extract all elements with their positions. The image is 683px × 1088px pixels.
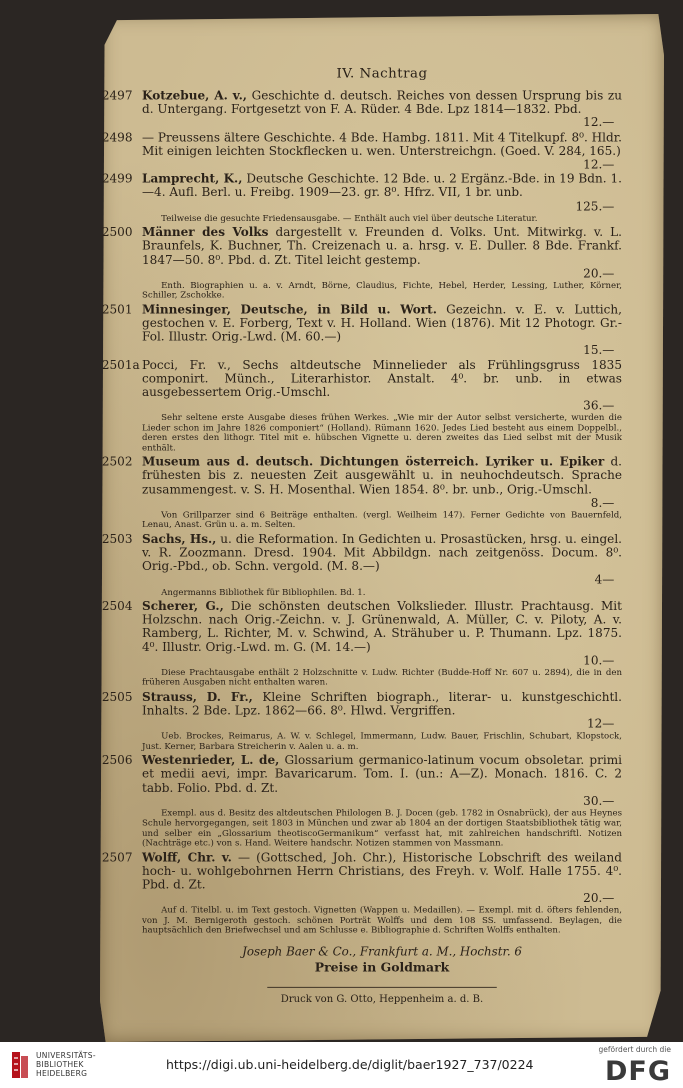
entry-price: 15.— (583, 342, 615, 358)
entry-body (101, 689, 622, 731)
entry-note: Angermanns Bibliothek für Bibliophilen. Bd. 1. (161, 587, 366, 598)
entry-text: Kleine Schriften biograph., literar- u. kunstgeschichtl. Inhalts. 2 Bde. Lpz. 1862—66. 8⁰. Hlwd. Vergriffen. (142, 689, 622, 718)
entry-body (101, 531, 622, 587)
catalog-entry (101, 87, 623, 130)
entry-author: Museum aus d. deutsch. Dichtungen österreich. Lyriker u. Epiker (142, 454, 605, 469)
logo-line: BIBLIOTHEK (36, 1060, 84, 1069)
entry-text: Geschichte d. deutsch. Reiches von dessen Ursprung bis zu d. Untergang. Fortgesetzt von F. A. Rüder. 4 Bde. Lpz 1814—1832. Pbd. (142, 87, 623, 116)
entry-number: 2499 (101, 171, 133, 186)
entry-body (101, 224, 622, 281)
entry-note: Diese Prachtausgabe enthält 2 Holzschnitte v. Ludw. Richter (Budde-Hoff Nr. 607 u. 2894), die in den früheren Ausgaben nicht enthalten waren. (142, 668, 622, 688)
entry-note: Ueb. Brockes, Reimarus, A. W. v. Schlegel, Immermann, Ludw. Bauer, Frischlin, Schubart, Klopstock, Just. Kerner, Barbara Streicherin v. Aalen u. a. m. (142, 731, 622, 752)
entry-number: 2501 (101, 302, 133, 317)
entry-price: 36.— (583, 398, 615, 413)
entry-body (101, 171, 622, 213)
entry-price: 8.— (590, 495, 615, 510)
logo-line: UNIVERSITÄTS- (36, 1051, 96, 1060)
entry-body (101, 598, 622, 668)
entry-number: 2500 (101, 224, 133, 240)
publisher-line: Joseph Baer & Co., Frankfurt a. M., Hochstr. 6 (242, 943, 522, 958)
entry-text: Pocci, Fr. v., Sechs altdeutsche Minnelieder als Frühlingsgruss 1835 componirt. Münch., Literarhistor. Anstalt. 4⁰. br. unb. in etwas ausgebessertem Orig.-Umschl. (142, 357, 622, 399)
dfg-logo: DFG (604, 1056, 671, 1087)
entry-body (101, 129, 622, 172)
entry-number: 2505 (101, 689, 133, 704)
entry-text: dargestellt v. Freunden d. Volks. Unt. Mitwirkg. v. L. Braunfels, K. Buchner, Th. Creizenach u. a. hrsg. v. E. Duller. 8 Bde. Frankf. 1847—50. 8⁰. Pbd. d. Zt. Titel leicht gestemp. (142, 224, 622, 267)
entry-number: 2498 (101, 129, 133, 145)
catalog-entry (101, 224, 622, 301)
funder-note: gefördert durch die (598, 1045, 671, 1054)
catalog-entry (101, 454, 622, 531)
entry-author: Männer des Volks (142, 224, 269, 240)
entry-body (101, 752, 622, 808)
permalink-url[interactable]: https://digi.ub.uni-heidelberg.de/diglit/baer1927_737/0224 (166, 1057, 534, 1072)
entry-author: Kotzebue, A. v., (142, 87, 247, 103)
printer-line: Druck von G. Otto, Heppenheim a. d. B. (280, 993, 484, 1005)
entry-price: 4— (594, 572, 615, 587)
entry-list (101, 87, 623, 936)
entry-text: — Preussens ältere Geschichte. 4 Bde. Hambg. 1811. Mit 4 Titelkupf. 8⁰. Hldr. Mit einigen leichten Stockflecken u. wen. Unterstreichgn. (Goed. V. 284, 165.) (142, 129, 622, 158)
entry-price: 12— (586, 716, 615, 731)
entry-text: Deutsche Geschichte. 12 Bde. u. 2 Ergänz.-Bde. in 19 Bdn. 1.—4. Aufl. Berl. u. Freibg. 1909—23. gr. 8⁰. Hfrz. VII, 1 br. unb. (142, 171, 622, 200)
entry-price: 125.— (575, 198, 615, 213)
university-library-logo-icon (10, 1050, 30, 1080)
entry-price: 12.— (583, 115, 615, 130)
entry-body (101, 302, 622, 358)
entry-author: Sachs, Hs., (142, 531, 217, 546)
entry-note: Auf d. Titelbl. u. im Text gestoch. Vignetten (Wappen u. Medaillen). — Exempl. mit d. öfters fehlenden, von J. M. Bernigeroth gestoch. schönen Porträt Wolffs und dem 108 SS. umfassend. Beylagen, die hauptsächlich den Briefwechsel und am Schlusse e. Bibliographie d. Schriften Wolffs enthalten. (142, 906, 622, 936)
viewer-footer (0, 1042, 683, 1088)
divider (267, 987, 497, 988)
logo-line: HEIDELBERG (36, 1069, 88, 1078)
entry-author: Lamprecht, K., (142, 171, 243, 186)
entry-text: — (Gottsched, Joh. Chr.), Historische Lobschrift des weiland hoch- u. wohlgebohrnen Herrn Christians, des Freyh. v. Wolf. Halle 1755. 4⁰. Pbd. d. Zt. (142, 849, 622, 892)
catalog-entry (101, 171, 622, 224)
catalog-entry (101, 849, 622, 936)
catalog-entry (101, 129, 622, 172)
price-note: Preise in Goldmark (314, 960, 450, 976)
entry-author: Strauss, D. Fr., (142, 689, 253, 704)
entry-body (101, 87, 623, 130)
catalog-entry (101, 689, 622, 752)
entry-text: d. frühesten bis z. neuesten Zeit ausgewählt u. in neuhochdeutsch. Sprache zusammengest. v. S. H. Mosenthal. Wien 1854. 8⁰. br. unb., Orig.-Umschl. (142, 454, 622, 496)
entry-price: 30.— (583, 793, 615, 808)
entry-text: u. die Reformation. In Gedichten u. Prosastücken, hrsg. u. eingel. v. R. Zoozmann. Dresd. 1904. Mit Abbildgn. nach zeitgenöss. Docum. 8⁰. Orig.-Pbd., ob. Schn. vergold. (M. 8.—) (142, 531, 622, 573)
entry-body (101, 357, 622, 413)
entry-number: 2507 (101, 849, 133, 865)
catalog-entry (101, 357, 622, 454)
entry-price: 12.— (583, 156, 615, 172)
entry-number: 2506 (101, 752, 133, 768)
catalog-content (101, 66, 623, 1005)
running-head: IV. Nachtrag (336, 66, 428, 82)
entry-number: 2504 (101, 598, 133, 613)
entry-author: Westenrieder, L. de, (142, 752, 280, 768)
entry-author: Scherer, G., (142, 598, 224, 613)
entry-text: Die schönsten deutschen Volkslieder. Illustr. Prachtausg. Mit Holzschn. nach Orig.-Zeichn. v. J. Grünenwald, A. Müller, C. v. Piloty, A. v. Ramberg, L. Richter, M. v. Schwind, A. Strähuber u. P. Thumann. Lpz. 1875. 4⁰. Illustr. Orig.-Lwd. m. G. (M. 14.—) (142, 598, 622, 654)
university-library-logo-text (36, 1051, 96, 1078)
entry-note: Teilweise die gesuchte Friedensausgabe. — Enthält auch viel über deutsche Literatur. (161, 214, 538, 224)
entry-note: Enth. Biographien u. a. v. Arndt, Börne, Claudius, Fichte, Hebel, Herder, Lessing, Luther, Körner, Schiller, Zschokke. (142, 281, 622, 301)
entry-note: Exempl. aus d. Besitz des altdeutschen Philologen B. J. Docen (geb. 1782 in Osnabrück), der aus Heynes Schule hervorgegangen, seit 1803 in München und zwar ab 1804 an der dortigen Staatsbibliothek tätig war, und selber ein „Glossarium theotiscoGermanikum“ verfasst hat, mit zahlreichen handschriftl. Notizen (Nachträge etc.) von s. Hand. Weitere handschr. Notizen stammen von Massmann. (142, 809, 622, 849)
entry-body (101, 454, 622, 510)
entry-number: 2497 (101, 87, 133, 103)
entry-author: Wolff, Chr. v. (142, 849, 232, 865)
catalog-entry (101, 302, 622, 358)
entry-text: Gezeichn. v. E. v. Luttich, gestochen v. E. Forberg, Text v. H. Holland. Wien (1876). Mit 12 Photogr. Gr.-Fol. Illustr. Orig.-Lwd. (M. 60.—) (142, 302, 622, 344)
catalog-entry (101, 598, 622, 689)
entry-price: 10.— (583, 652, 615, 668)
entry-price: 20.— (583, 265, 615, 281)
entry-number: 2503 (101, 531, 133, 546)
entry-body (101, 849, 622, 905)
catalog-entry (101, 531, 622, 598)
entry-text: Glossarium germanico-latinum vocum obsoletar. primi et medii aevi, impr. Bavaricarum. Tom. I. (un.: A—Z). Monach. 1816. C. 2 tabb. Folio. Pbd. d. Zt. (142, 752, 622, 795)
entry-note: Von Grillparzer sind 6 Beiträge enthalten. (vergl. Weilheim 147). Ferner Gedichte von Bauernfeld, Lenau, Anast. Grün u. a. m. Selten. (142, 510, 622, 531)
entry-note: Sehr seltene erste Ausgabe dieses frühen Werkes. „Wie mir der Autor selbst versicherte, wurden die Lieder schon im Jahre 1826 componiert“ (Holland). Rümann 1620. Jedes Lied besteht aus einem Doppelbl., deren erstes den lithogr. Titel mit e. hübschen Vignette u. deren zweites das Lied selbst mit der Musik enthält. (142, 413, 622, 454)
entry-author: Minnesinger, Deutsche, in Bild u. Wort. (142, 302, 437, 317)
catalog-entry (101, 752, 622, 849)
entry-number: 2502 (101, 454, 133, 469)
entry-number: 2501a (101, 357, 140, 372)
entry-price: 20.— (583, 890, 615, 905)
